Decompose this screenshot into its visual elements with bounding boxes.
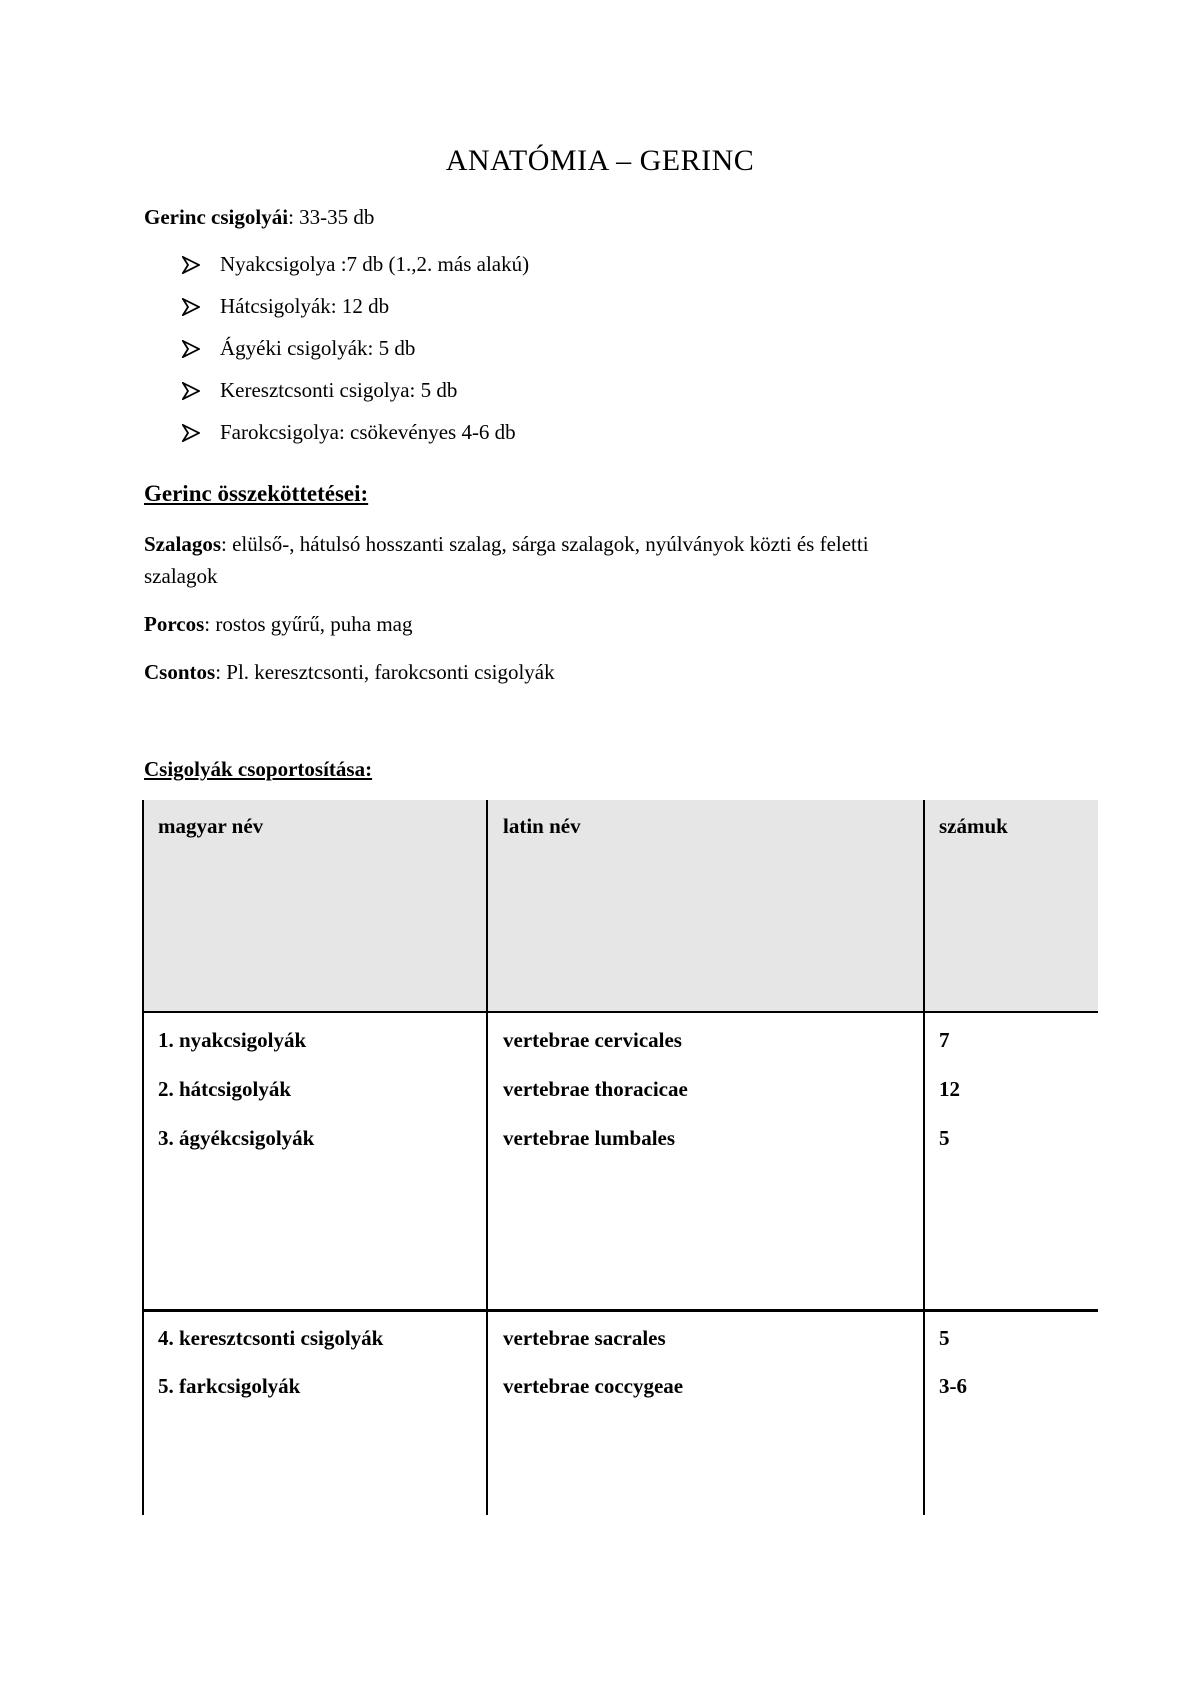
szalagos-continuation: szalagok — [144, 564, 218, 588]
porcos-label: Porcos — [144, 612, 205, 636]
table-cell: 3. ágyékcsigolyák — [158, 1126, 315, 1150]
table-cell: 12 — [939, 1077, 960, 1101]
table-cell: 5. farkcsigolyák — [158, 1374, 301, 1398]
table-column-divider — [923, 800, 925, 1515]
szalagos-label: Szalagos — [144, 532, 222, 556]
list-item-text: Farokcsigolya: csökevényes 4-6 db — [220, 420, 516, 444]
table-cell: vertebrae sacrales — [503, 1326, 666, 1350]
porcos-text: : rostos gyűrű, puha mag — [204, 612, 413, 636]
list-item-text: Nyakcsigolya :7 db (1.,2. más alakú) — [220, 252, 530, 276]
column-header: magyar név — [158, 814, 264, 838]
table-cell: 3-6 — [939, 1374, 967, 1398]
table-row-divider — [142, 1309, 1098, 1312]
list-item — [182, 336, 415, 361]
intro-value: : 33-35 db — [288, 205, 375, 229]
list-item — [182, 252, 529, 277]
table-row-divider — [142, 1011, 1098, 1013]
table-cell: 7 — [939, 1028, 950, 1052]
list-item — [182, 294, 389, 319]
table-cell: 5 — [939, 1326, 950, 1350]
arrowhead-bullet-icon — [182, 424, 200, 442]
arrowhead-bullet-icon — [182, 298, 200, 316]
table-column-divider — [486, 800, 488, 1515]
table-cell: vertebrae coccygeae — [503, 1374, 684, 1398]
column-header: latin név — [503, 814, 581, 838]
table-border-left — [142, 800, 144, 1515]
intro-label: Gerinc csigolyái — [144, 205, 289, 229]
arrowhead-bullet-icon — [182, 340, 200, 358]
porcos-line — [144, 612, 413, 637]
table-cell: vertebrae lumbales — [503, 1126, 676, 1150]
list-item-text: Hátcsigolyák: 12 db — [220, 294, 390, 318]
intro-line — [144, 205, 374, 230]
table-cell: 2. hátcsigolyák — [158, 1077, 292, 1101]
list-item-text: Keresztcsonti csigolya: 5 db — [220, 378, 458, 402]
table-cell: 5 — [939, 1126, 950, 1150]
csontos-text: : Pl. keresztcsonti, farokcsonti csigolyák — [215, 660, 555, 684]
arrowhead-bullet-icon — [182, 382, 200, 400]
szalagos-line — [144, 532, 869, 557]
table-cell: vertebrae cervicales — [503, 1028, 682, 1052]
grouping-heading: Csigolyák csoportosítása: — [144, 757, 373, 781]
column-header: számuk — [939, 814, 1008, 838]
vertebrae-table — [142, 800, 1098, 1515]
csontos-line — [144, 660, 555, 685]
arrowhead-bullet-icon — [182, 256, 200, 274]
page-title: ANATÓMIA – GERINC — [445, 144, 755, 177]
table-cell: 1. nyakcsigolyák — [158, 1028, 307, 1052]
connections-heading: Gerinc összeköttetései: — [144, 481, 369, 506]
table-cell: vertebrae thoracicae — [503, 1077, 688, 1101]
csontos-label: Csontos — [144, 660, 216, 684]
list-item — [182, 420, 516, 445]
list-item-text: Ágyéki csigolyák: 5 db — [220, 336, 416, 360]
list-item — [182, 378, 457, 403]
szalagos-text: : elülső-, hátulsó hosszanti szalag, sárga szalagok, nyúlványok közti és feletti — [221, 532, 869, 556]
table-cell: 4. keresztcsonti csigolyák — [158, 1326, 384, 1350]
